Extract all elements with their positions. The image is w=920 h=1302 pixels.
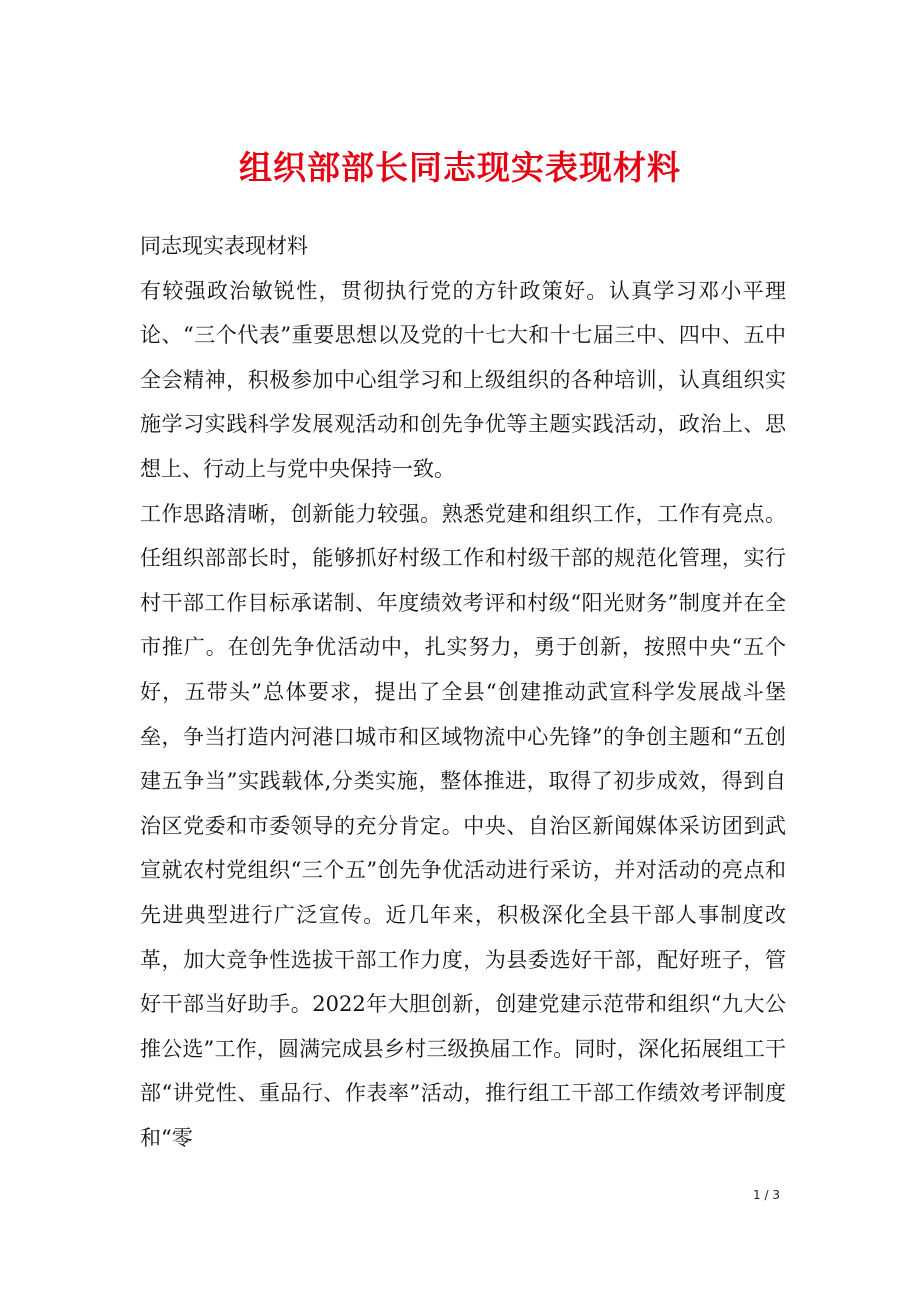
paragraph-work: 工作思路清晰，创新能力较强。熟悉党建和组织工作，工作有亮点。任组织部部长时，能够抓好村级工作和村级干部的规范化管理，实行村干部工作目标承诺制、年度绩效考评和村级“阳光财务”制度并在全市推广。在创先争优活动中，扎实努力，勇于创新，按照中央“五个好，五带头”总体要求，提出了全县“创建推动武宣科学发展战斗堡垒，争当打造内河港口城市和区域物流中心先锋”的争创主题和“五创建五争当”实践载体,分类实施，整体推进，取得了初步成效，得到自治区党委和市委领导的充分肯定。中央、自治区新闻媒体采访团到武宣就农村党组织“三个五”创先争优活动进行采访，并对活动的亮点和先进典型进行广泛宣传。近几年来，积极深化全县干部人事制度改革，加大竞争性选拔干部工作力度，为县委选好干部，配好班子，管好干部当好助手。2022年大胆创新，创建党建示范带和组织“九大公推公选”工作，圆满完成县乡村三级换届工作。同时，深化拓展组工干部“讲党性、重品行、作表率”活动，推行组工干部工作绩效考评制度和“零 bbox=[140, 501, 786, 1150]
document-body bbox=[140, 224, 786, 1160]
document-title: 组织部部长同志现实表现材料 bbox=[239, 148, 681, 187]
paragraph-subtitle: 同志现实表现材料 bbox=[140, 234, 308, 258]
paragraph-political: 有较强政治敏锐性，贯彻执行党的方针政策好。认真学习邓小平理论、“三个代表”重要思想以及党的十七大和十七届三中、四中、五中全会精神，积极参加中心组学习和上级组织的各种培训，认真组织实施学习实践科学发展观活动和创先争优等主题实践活动，政治上、思想上、行动上与党中央保持一致。 bbox=[140, 278, 786, 481]
page-number: 1 / 3 bbox=[753, 1188, 780, 1202]
